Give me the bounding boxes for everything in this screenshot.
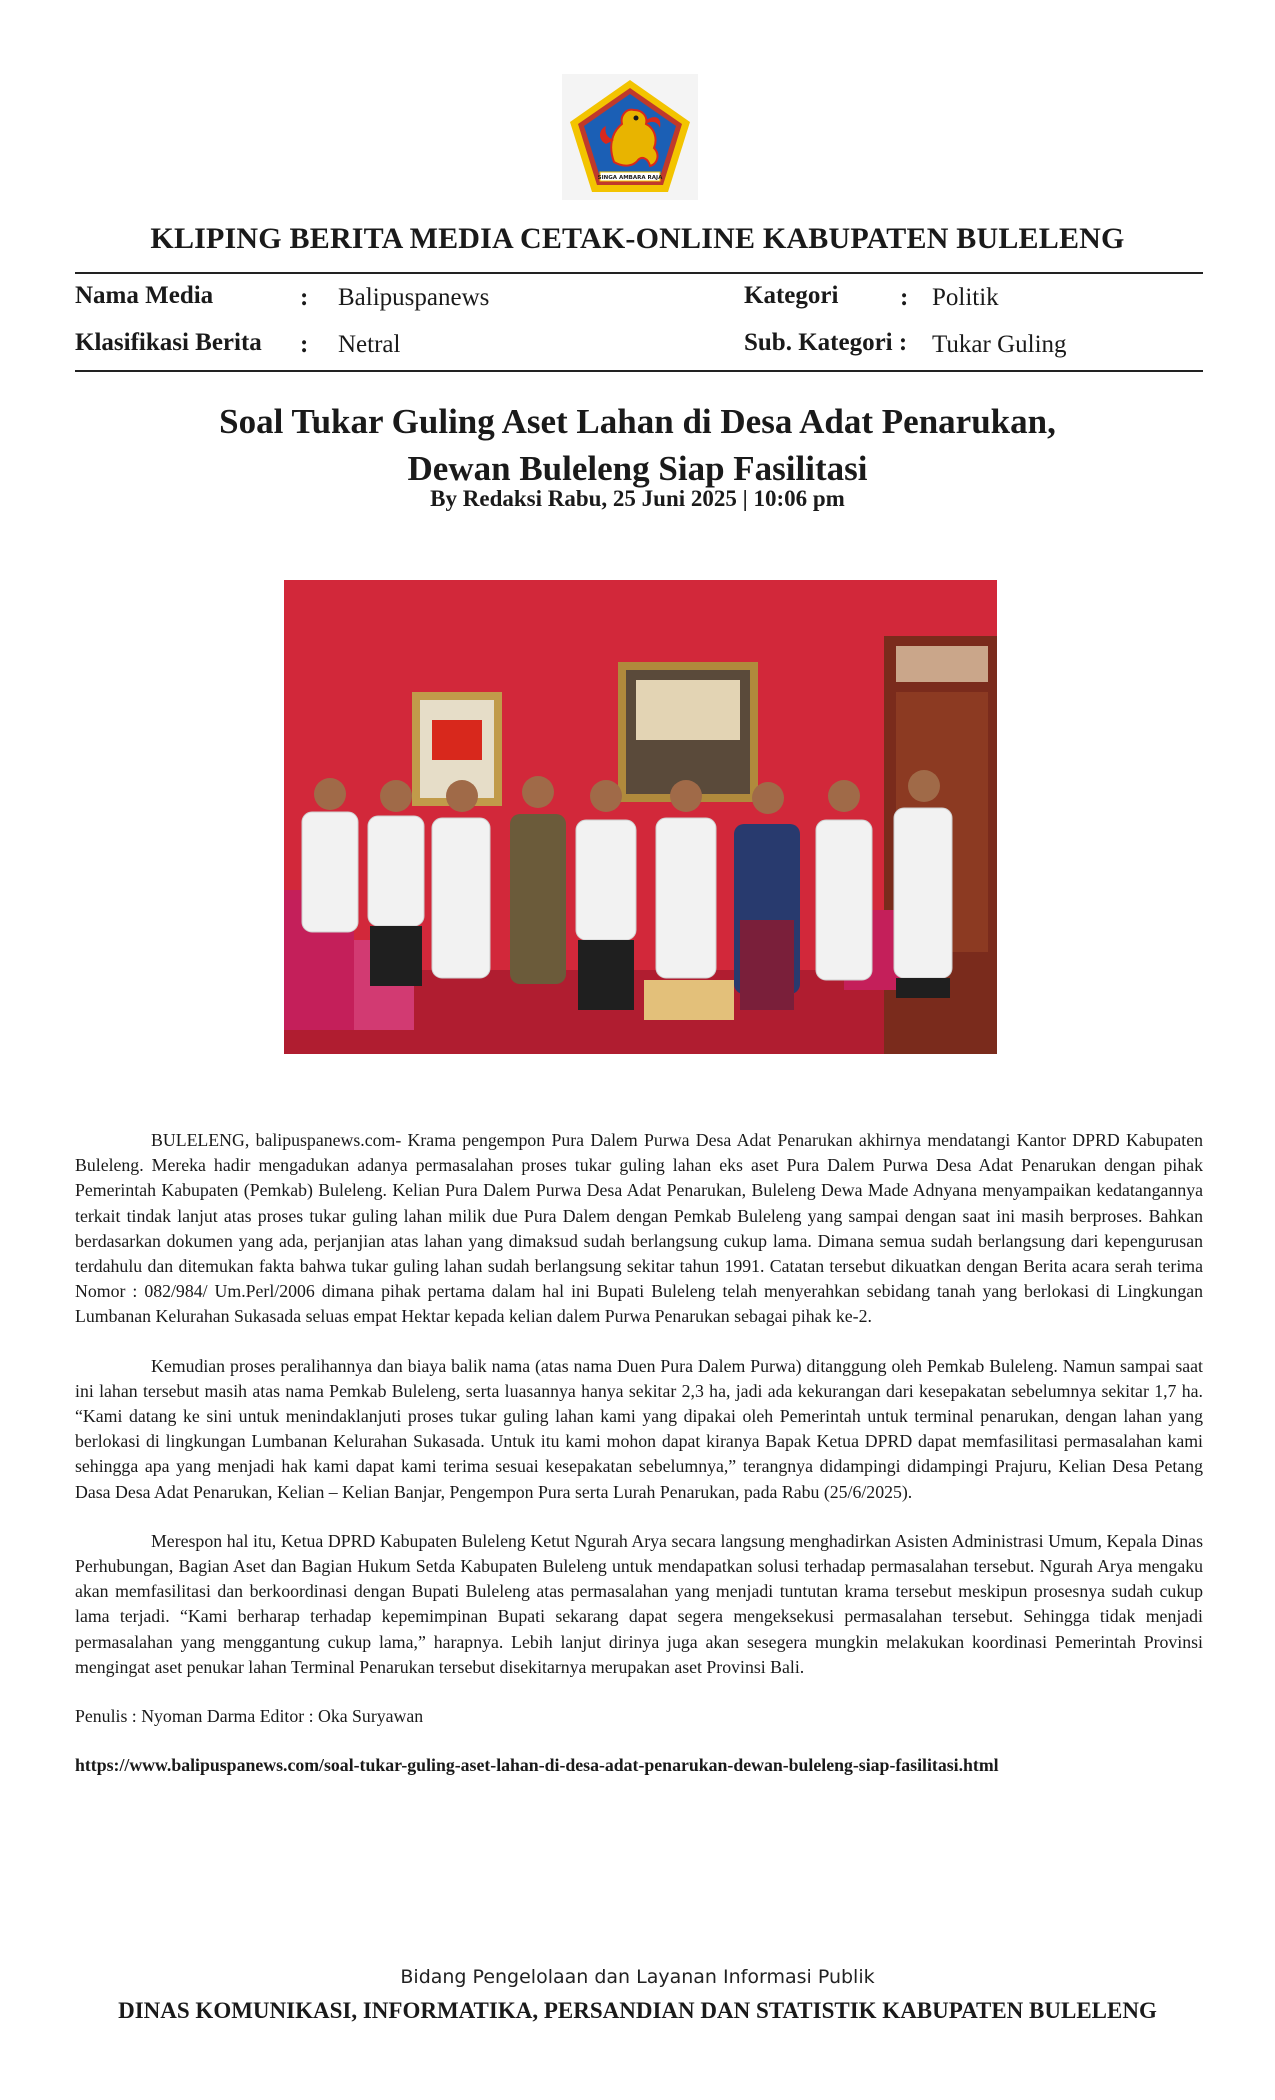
kategori-value: Politik bbox=[932, 284, 999, 311]
emblem-motto-text: SINGA AMBARA RAJA bbox=[597, 175, 663, 181]
headline-line-1: Soal Tukar Guling Aset Lahan di Desa Adat Penarukan, bbox=[219, 402, 1056, 441]
article-paragraph: BULELENG, balipuspanews.com- Krama pengempon Pura Dalem Purwa Desa Adat Penarukan akhirnya mendatangi Kantor DPRD Kabupaten Buleleng. Mereka hadir mengadukan adanya permasalahan proses tukar guling lahan eks aset Pura Dalem Purwa Desa Adat Penarukan dengan pihak Pemerintah Kabupaten (Pemkab) Buleleng. Kelian Pura Dalem Purwa Desa Adat Penarukan, Buleleng Dewa Made Adnyana menyampaikan kedatangannya terkait tindak lanjut atas proses tukar guling lahan milik due Pura Dalem dengan Pemkab Buleleng yang sampai dengan saat ini masih berproses. Bahkan berdasarkan dokumen yang ada, perjanjian atas lahan yang dimaksud sudah berlangsung cukup lama. Dimana semua sudah berlangsung dari kepengurusan terdahulu dan ditemukan fakta bahwa tukar guling lahan sudah berlangsung sekitar tahun 1991. Catatan tersebut dikuatkan dengan Berita acara serah terima Nomor : 082/984/ Um.Perl/2006 dimana pihak pertama dalam hal ini Bupati Buleleng telah menyerahkan sebidang tanah yang berlokasi di Lingkungan Lumbanan Kelurahan Sukasada seluas empat Hektar kepada kelian dalem Purwa Penarukan sebagai pihak ke-2. bbox=[75, 1130, 1203, 1327]
article-body bbox=[75, 1128, 1203, 1802]
nama-media-label: Nama Media bbox=[75, 282, 214, 309]
article-paragraph: Merespon hal itu, Ketua DPRD Kabupaten Buleleng Ketut Ngurah Arya secara langsung menghadirkan Asisten Administrasi Umum, Kepala Dinas Perhubungan, Bagian Aset dan Bagian Hukum Setda Kabupaten Buleleng untuk mendapatkan solusi terhadap permasalahan tersebut. Ngurah Arya mengaku akan memfasilitasi dan berkoordinasi dengan Bupati Buleleng atas permasalahan yang menjadi tuntutan krama tersebut meskipun prosesnya sudah cukup lama terjadi. “Kami berharap terhadap kepemimpinan Bupati sekarang dapat segera mengeksekusi permasalahan tersebut. Sehingga tidak menjadi permasalahan yang menggantung cukup lama,” harapnya. Lebih lanjut dirinya juga akan sesegera mungkin melakukan koordinasi Pemerintah Provinsi mengingat aset penukar lahan Terminal Penarukan tersebut disekitarnya merupakan aset Provinsi Bali. bbox=[75, 1530, 1203, 1677]
kategori-label: Kategori bbox=[744, 282, 839, 309]
source-url-link[interactable]: https://www.balipuspanews.com/soal-tukar-guling-aset-lahan-di-desa-adat-penarukan-dewan-buleleng-siap-fasilitasi.html bbox=[75, 1755, 999, 1776]
colon: : bbox=[300, 331, 309, 358]
sub-kategori-value: Tukar Guling bbox=[932, 331, 1067, 358]
colon: : bbox=[300, 284, 309, 311]
nama-media-value: Balipuspanews bbox=[338, 284, 490, 311]
article-paragraph: Kemudian proses peralihannya dan biaya balik nama (atas nama Duen Pura Dalem Purwa) ditanggung oleh Pemkab Buleleng. Namun sampai saat ini lahan tersebut masih atas nama Pemkab Buleleng, serta luasannya hanya sekitar 2,3 ha, jadi ada kekurangan dari kesepakatan sebelumnya sekitar 1,7 ha. “Kami datang ke sini untuk menindaklanjuti proses tukar guling lahan kami yang dipakai oleh Pemerintah untuk terminal penarukan, dengan lahan yang berlokasi di lingkungan Lumbanan Kelurahan Sukasada. Untuk itu kami mohon dapat kiranya Bapak Ketua DPRD dapat memfasilitasi permasalahan kami sehingga apa yang menjadi hak kami dapat kami terima sesuai kesepakatan sebelumnya,” terangnya didampingi didampingi Prajuru, Kelian Desa Petang Dasa Desa Adat Penarukan, Kelian – Kelian Banjar, Pengempon Pura serta Lurah Penarukan, pada Rabu (25/6/2025). bbox=[75, 1355, 1203, 1502]
header-divider-top bbox=[75, 272, 1203, 274]
regency-emblem-logo bbox=[562, 74, 698, 200]
article-byline: By Redaksi Rabu, 25 Juni 2025 | 10:06 pm bbox=[430, 486, 845, 511]
article-headline bbox=[0, 398, 1275, 492]
header-divider-bottom bbox=[75, 370, 1203, 372]
klasifikasi-value: Netral bbox=[338, 331, 401, 358]
klasifikasi-label: Klasifikasi Berita bbox=[75, 329, 262, 356]
article-photo bbox=[284, 580, 997, 1054]
footer-division: Bidang Pengelolaan dan Layanan Informasi Publik bbox=[400, 1966, 875, 1988]
footer-agency: DINAS KOMUNIKASI, INFORMATIKA, PERSANDIAN DAN STATISTIK KABUPATEN BULELENG bbox=[118, 1998, 1157, 2023]
article-credit: Penulis : Nyoman Darma Editor : Oka Suryawan bbox=[75, 1706, 424, 1727]
headline-line-2: Dewan Buleleng Siap Fasilitasi bbox=[407, 449, 868, 488]
document-title: KLIPING BERITA MEDIA CETAK-ONLINE KABUPATEN BULELENG bbox=[150, 222, 1125, 255]
colon: : bbox=[900, 284, 909, 311]
sub-kategori-label: Sub. Kategori : bbox=[744, 329, 908, 356]
